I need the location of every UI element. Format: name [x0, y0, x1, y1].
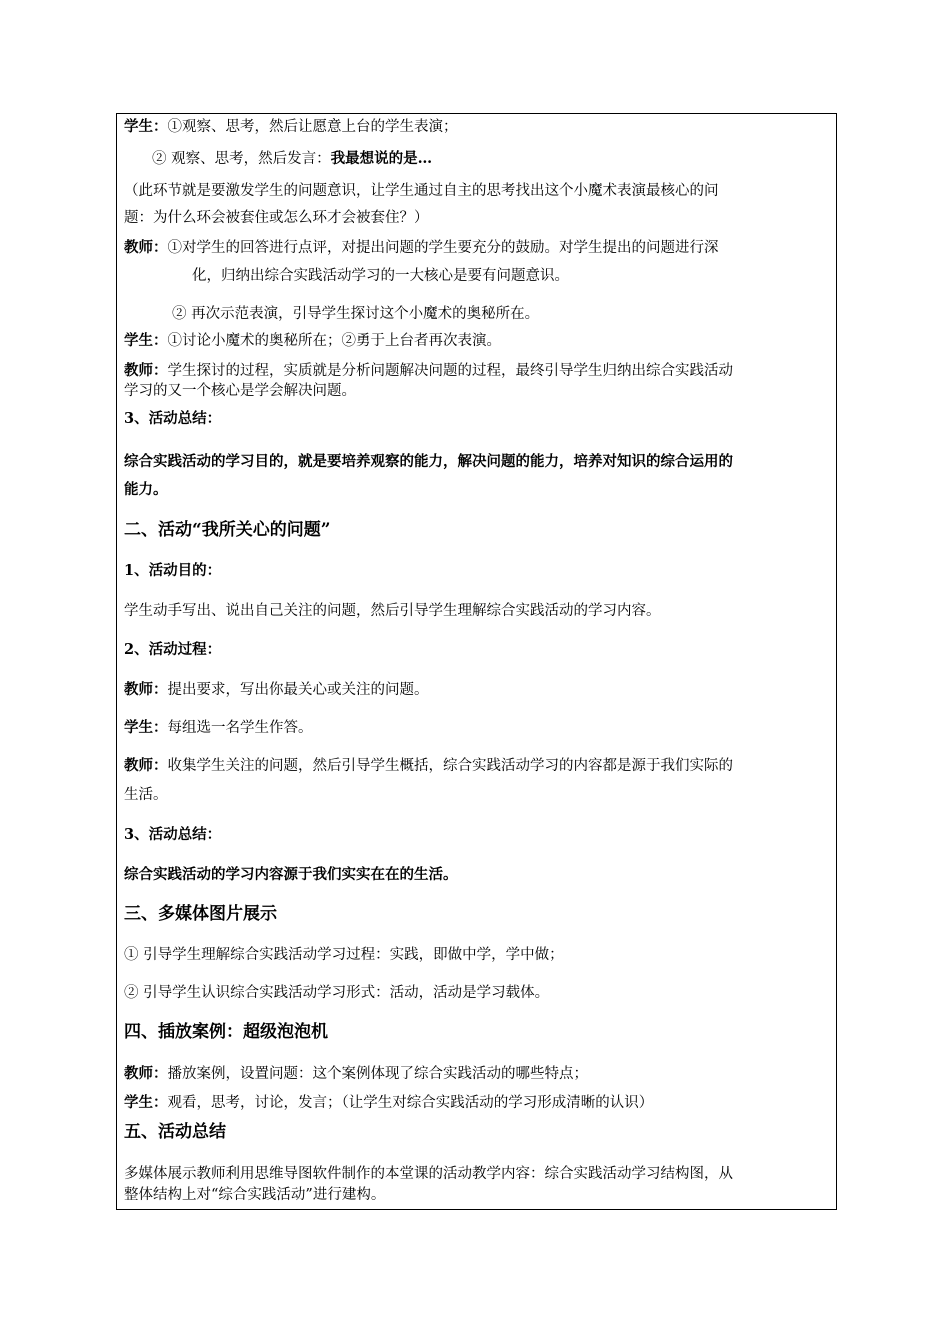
text-line: 学习的又一个核心是学会解决问题。	[124, 383, 356, 399]
text-line: 整体结构上对“综合实践活动”进行建构。	[124, 1187, 386, 1203]
text-line: 学生：观看，思考，讨论，发言；（让学生对综合实践活动的学习形成清晰的认识）	[124, 1094, 654, 1111]
text-line: ② 观察、思考，然后发言：我最想说的是…	[152, 150, 433, 167]
text-line: ② 再次示范表演，引导学生探讨这个小魔术的奥秘所在。	[172, 306, 540, 322]
text-line: 综合实践活动的学习目的，就是要培养观察的能力，解决问题的能力，培养对知识的综合运用的	[124, 453, 733, 470]
subheading: 3、活动总结：	[124, 410, 222, 427]
section-heading: 三、多媒体图片展示	[124, 904, 277, 924]
subheading: 2、活动过程：	[124, 641, 222, 658]
text-line: 题：为什么环会被套住或怎么环才会被套住？）	[124, 210, 429, 226]
text-line: 学生：①讨论小魔术的奥秘所在；②勇于上台者再次表演。	[124, 332, 501, 349]
text-line: 教师：①对学生的回答进行点评，对提出问题的学生要充分的鼓励。对学生提出的问题进行深	[124, 239, 719, 256]
text-line: ① 引导学生理解综合实践活动学习过程：实践，即做中学，学中做；	[124, 947, 564, 963]
text-line: 学生：每组选一名学生作答。	[124, 719, 313, 736]
subheading: 1、活动目的：	[124, 562, 222, 579]
subheading: 3、活动总结：	[124, 826, 222, 843]
text-line: 化，归纳出综合实践活动学习的一大核心是要有问题意识。	[192, 268, 569, 284]
section-heading: 二、活动“我所关心的问题”	[124, 520, 331, 540]
section-heading: 四、插放案例：超级泡泡机	[124, 1022, 328, 1042]
text-line: 生活。	[124, 787, 168, 803]
text-line: ② 引导学生认识综合实践活动学习形式：活动，活动是学习载体。	[124, 985, 550, 1001]
text-line: 能力。	[124, 481, 168, 498]
text-line: 教师：收集学生关注的问题，然后引导学生概括，综合实践活动学习的内容都是源于我们实际的	[124, 757, 733, 774]
text-line: 教师：播放案例，设置问题：这个案例体现了综合实践活动的哪些特点；	[124, 1065, 588, 1082]
section-heading: 五、活动总结	[124, 1122, 226, 1142]
text-line: 多媒体展示教师利用思维导图软件制作的本堂课的活动教学内容：综合实践活动学习结构图，从	[124, 1166, 733, 1182]
text-line: 综合实践活动的学习内容源于我们实实在在的生活。	[124, 866, 458, 883]
text-line: 教师：提出要求，写出你最关心或关注的问题。	[124, 681, 429, 698]
text-line: 教师：学生探讨的过程，实质就是分析问题解决问题的过程，最终引导学生归纳出综合实践活动	[124, 362, 733, 379]
text-line: 学生动手写出、说出自己关注的问题，然后引导学生理解综合实践活动的学习内容。	[124, 603, 661, 619]
text-line: （此环节就是要激发学生的问题意识，让学生通过自主的思考找出这个小魔术表演最核心的问	[124, 183, 719, 199]
text-line: 学生：①观察、思考，然后让愿意上台的学生表演；	[124, 118, 458, 135]
